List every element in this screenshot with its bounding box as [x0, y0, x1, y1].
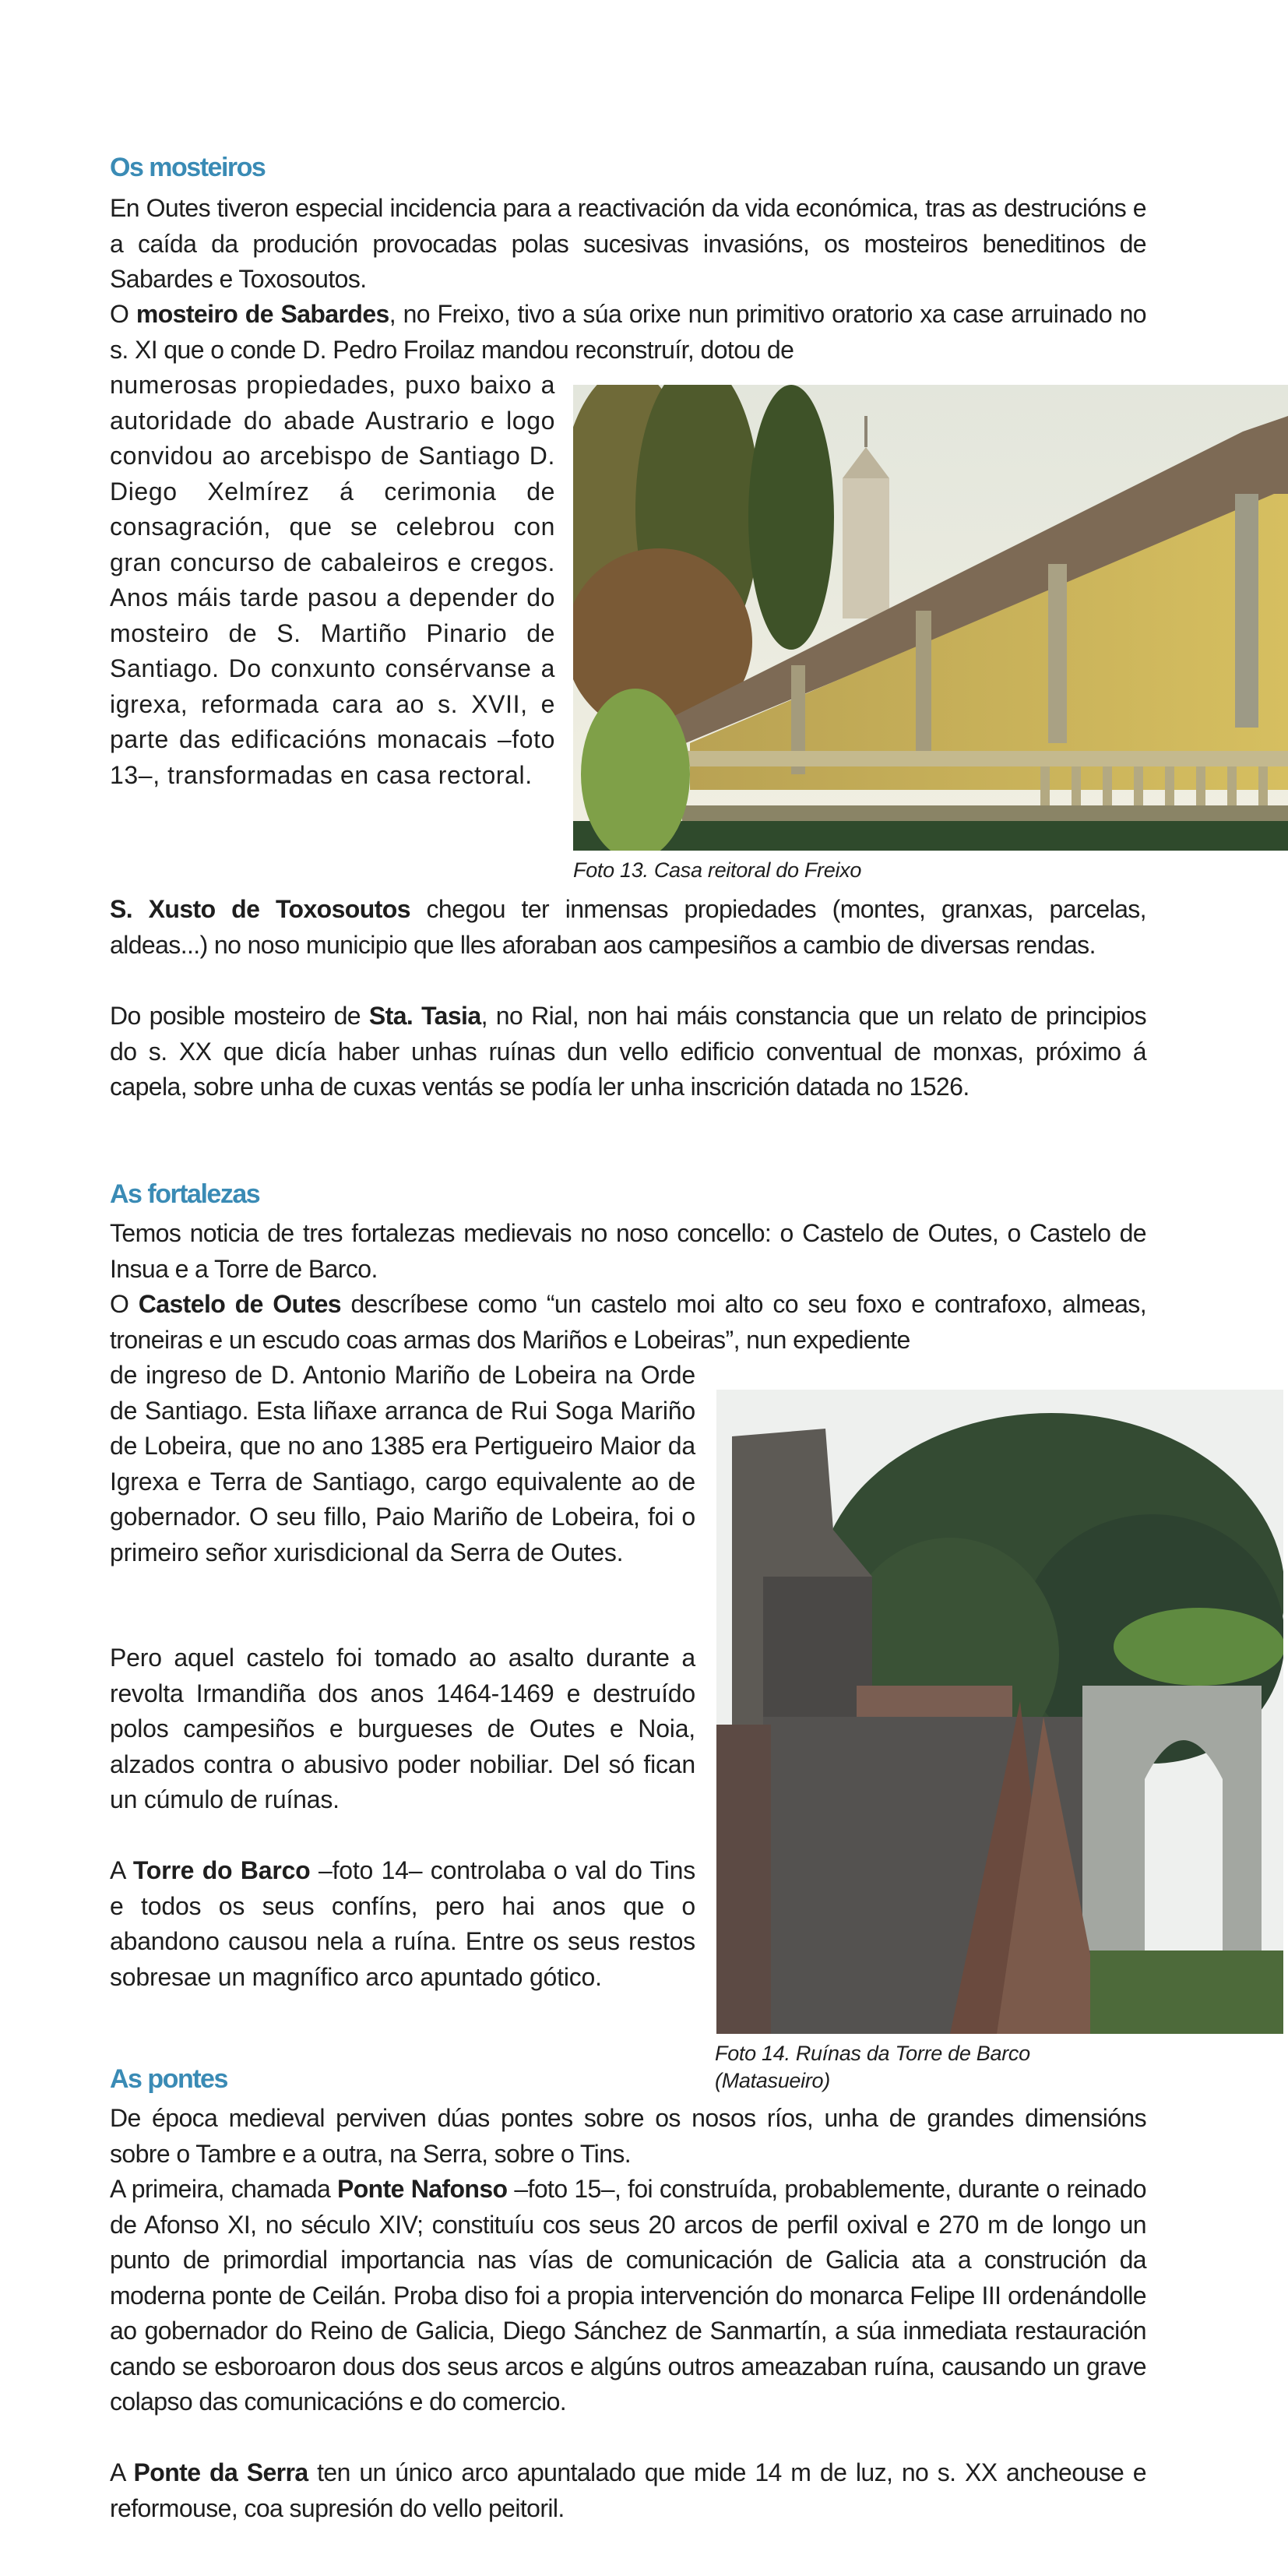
paragraph: [110, 2172, 1146, 2420]
section-heading-mosteiros: Os mosteiros: [110, 153, 266, 182]
text: A: [110, 2458, 134, 2486]
paragraph: De época medieval perviven dúas pontes sobre os nosos ríos, unha de grandes dimensións sobre o Tambre e a outra, na Serra, sobre o Tins.: [110, 2104, 1146, 2168]
text: O: [110, 1290, 139, 1318]
photo-illustration: [573, 385, 1288, 851]
text: chegou ter inmensas propiedades (montes, granxas, parcelas, aldeas...) no noso municipio que lles aforaban aos campesiños a cambio de diversas rendas.: [110, 895, 1146, 959]
text: –foto 15–, foi construída, probablemente, durante o reinado de Afonso XI, no século XIV; constituíu cos seus 20 arcos de perfil oxival e 270 m de longo un punto de primordial importancia nas vías de comunicación de Galicia ata a construción da moderna ponte de Ceilán. Proba diso foi a propia intervención do monarca Felipe III ordenándolle ao gobernador do Reino de Galicia, Diego Sánchez de Sanmartín, a súa inmediata restauración cando se esboroaron dous dos seus arcos e algúns outros ameazaban ruína, causando un grave colapso das comunicacións e do comercio.: [110, 2175, 1146, 2416]
paragraph: [110, 1287, 1146, 1358]
paragraph: Pero aquel castelo foi tomado ao asalto durante a revolta Irmandiña dos anos 1464-1469 e destruído polos campesiños e burgueses de Outes e Noia, alzados contra o abusivo poder nobiliar. Del só fican un cúmulo de ruínas.: [110, 1644, 695, 1813]
tower-ruins-photo: [716, 1390, 1283, 2034]
photo-illustration: [716, 1390, 1283, 2034]
rectory-building-photo: [573, 385, 1288, 851]
bold-term: Torre do Barco: [132, 1856, 311, 1884]
bold-term: Castelo de Outes: [138, 1290, 341, 1318]
paragraph: [110, 892, 1146, 963]
bold-term: mosteiro de Sabardes: [135, 300, 389, 328]
text: –foto 14– controlaba o val do Tins e todos os seus confíns, pero hai anos que o abandono causou nela a ruína. Entre os seus restos sobresae un magnífico arco apuntado gótico.: [110, 1856, 695, 1991]
section-heading-pontes: As pontes: [110, 2064, 227, 2094]
section-heading-fortalezas: As fortalezas: [110, 1179, 260, 1209]
text: ten un único arco apuntalado que mide 14 m de luz, no s. XX ancheouse e reformouse, coa supresión do vello peitoril.: [110, 2458, 1146, 2522]
paragraph: [110, 297, 1146, 368]
paragraph: En Outes tiveron especial incidencia para a reactivación da vida económica, tras as destrucións e a caída da produción provocadas polas sucesivas invasións, os mosteiros beneditinos de Sabardes e Toxosoutos.: [110, 194, 1146, 293]
paragraph-wrapped: de ingreso de D. Antonio Mariño de Lobeira na Orde de Santiago. Esta liñaxe arranca de Rui Soga Mariño de Lobeira, que no ano 1385 era Pertigueiro Maior da Igrexa e Terra de Santiago, cargo equivalente ao de gobernador. O seu fillo, Paio Mariño de Lobeira, foi o primeiro señor xurisdicional da Serra de Outes.: [110, 1361, 695, 1566]
photo-caption: Foto 14. Ruínas da Torre de Barco: [715, 2042, 1030, 2065]
paragraph: [110, 1853, 695, 1995]
paragraph: [110, 999, 1146, 1105]
bold-term: Ponte Nafonso: [336, 2175, 508, 2203]
photo-caption: Foto 13. Casa reitoral do Freixo: [573, 858, 862, 882]
text: A primeira, chamada: [110, 2175, 337, 2203]
text: descríbese como “un castelo moi alto co seu foxo e contrafoxo, almeas, troneiras e un escudo coas armas dos Mariños e Lobeiras”, nun expediente: [110, 1290, 1146, 1354]
paragraph: [110, 2455, 1146, 2526]
text: Do posible mosteiro de: [110, 1002, 369, 1030]
text: O: [110, 300, 136, 328]
photo-caption: (Matasueiro): [715, 2069, 830, 2092]
text: , no Rial, non hai máis constancia que un relato de principios do s. XX que dicía haber unhas ruínas dun vello edificio conventual de monxas, próximo á capela, sobre unha de cuxas ventás se podía ler unha inscrición datada no 1526.: [110, 1002, 1146, 1101]
bold-term: S. Xusto de Toxosoutos: [110, 895, 410, 923]
paragraph: Temos noticia de tres fortalezas medievais no noso concello: o Castelo de Outes, o Castelo de Insua e a Torre de Barco.: [110, 1219, 1146, 1283]
bold-term: Sta. Tasia: [368, 1002, 481, 1030]
text: A: [110, 1856, 133, 1884]
bold-term: Ponte da Serra: [133, 2458, 308, 2486]
paragraph-wrapped: numerosas propiedades, puxo baixo a autoridade do abade Austrario e logo convidou ao arcebispo de Santiago D. Diego Xelmírez á cerimonia de consagración, que se celebrou con gran concurso de cabaleiros e cregos. Anos máis tarde pasou a depender do mosteiro de S. Martiño Pinario de Santiago. Do conxunto consérvanse a igrexa, reformada cara ao s. XVII, e parte das edificacións monacais –foto 13–, transformadas en casa rectoral.: [110, 371, 555, 789]
text: , no Freixo, tivo a súa orixe nun primitivo oratorio xa case arruinado no s. XI que o conde D. Pedro Froilaz mandou reconstruír, dotou de: [110, 300, 1146, 364]
